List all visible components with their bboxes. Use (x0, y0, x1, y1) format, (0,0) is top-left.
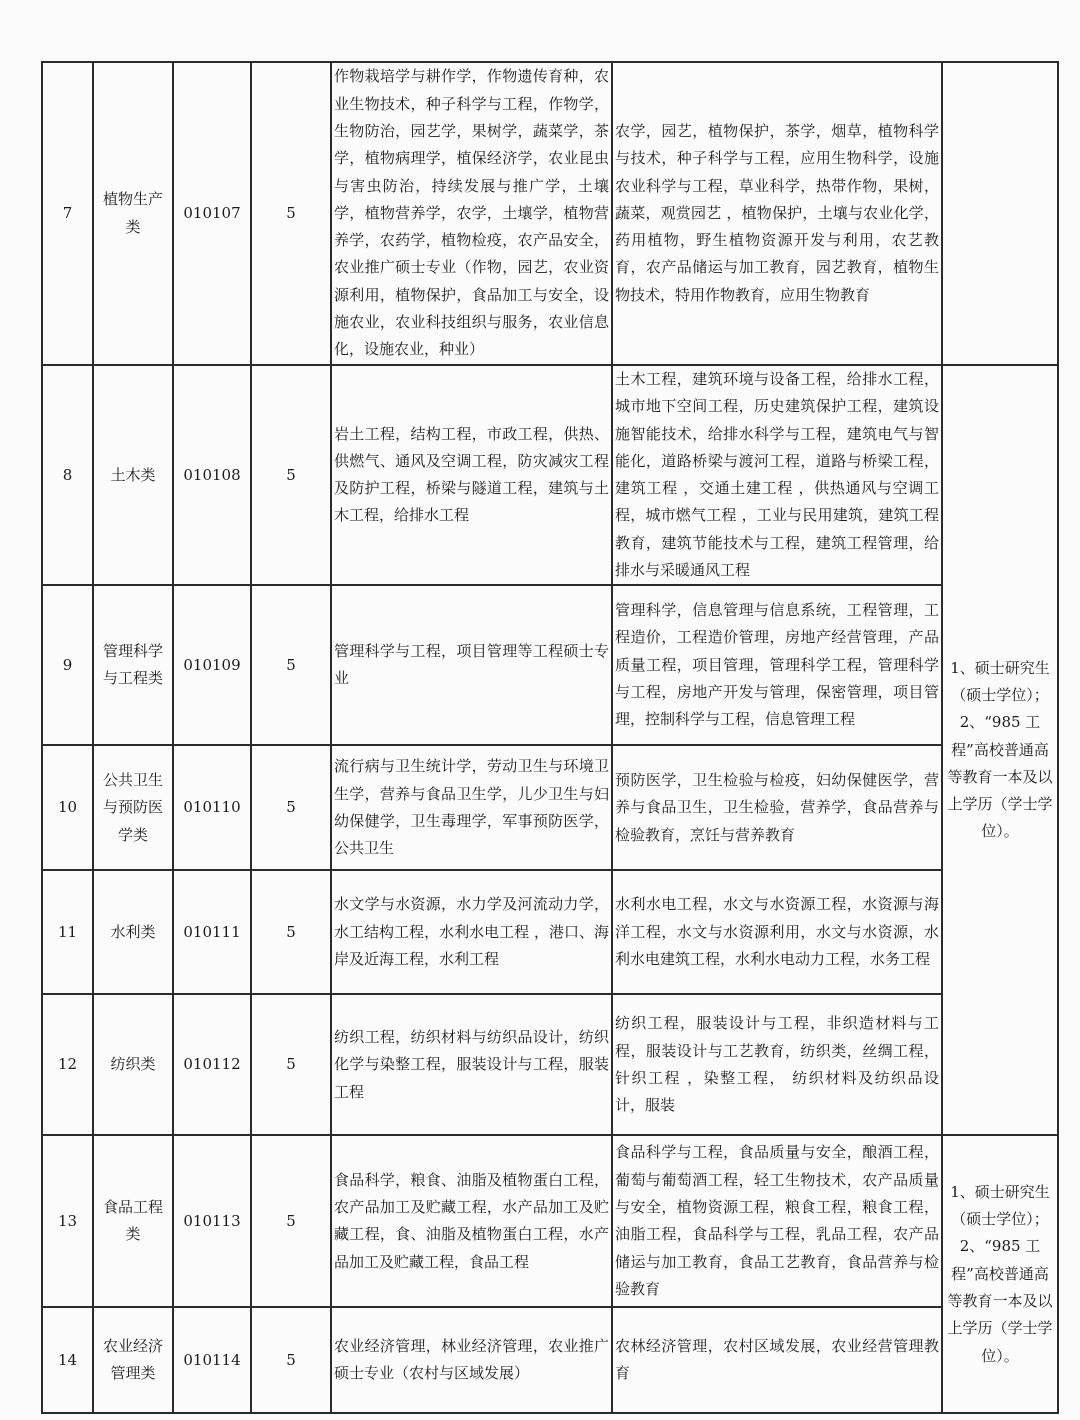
requirement-text: 1、硕士研究生（硕士学位）；2、“985 工程”高校普通高等教育一本及以上学历（学士学位）。 (942, 1135, 1058, 1413)
years-value: 5 (251, 1135, 331, 1307)
table-row (42, 994, 1058, 1135)
row-number: 12 (42, 994, 93, 1135)
years-value: 5 (251, 745, 331, 870)
graduate-majors: 农业经济管理，林业经济管理，农业推广硕士专业（农村与区域发展） (331, 1307, 612, 1413)
category-name: 植物生产类 (93, 62, 173, 365)
table-row (42, 870, 1058, 994)
graduate-majors: 岩土工程，结构工程，市政工程，供热、供燃气、通风及空调工程，防灾减灾工程及防护工程，桥梁与隧道工程，建筑与土木工程，给排水工程 (331, 365, 612, 585)
years-value: 5 (251, 870, 331, 994)
graduate-majors: 管理科学与工程，项目管理等工程硕士专业 (331, 585, 612, 745)
undergraduate-majors: 纺织工程，服装设计与工程，非织造材料与工程，服装设计与工艺教育，纺织类，丝绸工程，针织工程 ，染整工程， 纺织材料及纺织品设计，服装 (612, 994, 942, 1135)
graduate-majors: 作物栽培学与耕作学，作物遗传育种，农业生物技术，种子科学与工程，作物学，生物防治，园艺学，果树学，蔬菜学，茶学，植物病理学，植保经济学，农业昆虫与害虫防治，持续发展与推广学，土壤学，植物营养学，农学，土壤学，植物营养学，农药学，植物检疫，农产品安全，农业推广硕士专业（作物，园艺，农业资源利用，植物保护，食品加工与安全，设施农业，农业科技组织与服务，农业信息化，设施农业，种业） (331, 62, 612, 365)
row-number: 11 (42, 870, 93, 994)
table-row (42, 365, 1058, 585)
category-code: 010114 (173, 1307, 251, 1413)
row-number: 7 (42, 62, 93, 365)
graduate-majors: 流行病与卫生统计学，劳动卫生与环境卫生学，营养与食品卫生学，儿少卫生与妇幼保健学，卫生毒理学，军事预防医学，公共卫生 (331, 745, 612, 870)
row-number: 14 (42, 1307, 93, 1413)
years-value: 5 (251, 62, 331, 365)
undergraduate-majors: 农林经济管理，农村区域发展，农业经营管理教育 (612, 1307, 942, 1413)
years-value: 5 (251, 1307, 331, 1413)
category-name: 纺织类 (93, 994, 173, 1135)
category-name: 管理科学与工程类 (93, 585, 173, 745)
requirement-cell-top (942, 62, 1058, 365)
category-name: 公共卫生与预防医学类 (93, 745, 173, 870)
category-name: 食品工程类 (93, 1135, 173, 1307)
row-number: 10 (42, 745, 93, 870)
category-code: 010111 (173, 870, 251, 994)
table-row (42, 62, 1058, 365)
undergraduate-majors: 土木工程，建筑环境与设备工程，给排水工程，城市地下空间工程，历史建筑保护工程，建筑设施智能技术，给排水科学与工程，建筑电气与智能化，道路桥梁与渡河工程，道路与桥梁工程，建筑工程 ，交通土建工程 ，供热通风与空调工程，城市燃气工程 ，工业与民用建筑，建筑工程教育，建筑节能技术与工程，建筑工程管理，给排水与采暖通风工程 (612, 365, 942, 585)
years-value: 5 (251, 585, 331, 745)
category-code: 010107 (173, 62, 251, 365)
category-name: 水利类 (93, 870, 173, 994)
category-code: 010108 (173, 365, 251, 585)
undergraduate-majors: 管理科学，信息管理与信息系统，工程管理，工程造价，工程造价管理，房地产经营管理，产品质量工程，项目管理，管理科学工程，管理科学与工程，房地产开发与管理，保密管理，项目管理，控制科学与工程，信息管理工程 (612, 585, 942, 745)
row-number: 8 (42, 365, 93, 585)
undergraduate-majors: 预防医学，卫生检验与检疫，妇幼保健医学，营养与食品卫生，卫生检验，营养学，食品营养与检验教育，烹饪与营养教育 (612, 745, 942, 870)
row-number: 9 (42, 585, 93, 745)
years-value: 5 (251, 365, 331, 585)
requirement-text: 1、硕士研究生（硕士学位）；2、“985 工程”高校普通高等教育一本及以上学历（学士学位）。 (942, 365, 1058, 1135)
undergraduate-majors: 水利水电工程，水文与水资源工程，水资源与海洋工程，水文与水资源利用，水文与水资源，水利水电建筑工程，水利水电动力工程，水务工程 (612, 870, 942, 994)
table-row (42, 585, 1058, 745)
category-code: 010109 (173, 585, 251, 745)
category-code: 010113 (173, 1135, 251, 1307)
table-row (42, 1307, 1058, 1413)
graduate-majors: 食品科学，粮食、油脂及植物蛋白工程，农产品加工及贮藏工程，水产品加工及贮藏工程，食、油脂及植物蛋白工程，水产品加工及贮藏工程，食品工程 (331, 1135, 612, 1307)
category-name: 农业经济管理类 (93, 1307, 173, 1413)
undergraduate-majors: 农学，园艺，植物保护，茶学，烟草，植物科学与技术，种子科学与工程，应用生物科学，设施农业科学与工程，草业科学，热带作物，果树，蔬菜，观赏园艺 ，植物保护，土壤与农业化学，药用植物，野生植物资源开发与利用，农艺教育，农产品储运与加工教育，园艺教育，植物生物技术，特用作物教育，应用生物教育 (612, 62, 942, 365)
major-table (41, 61, 1059, 1414)
graduate-majors: 纺织工程，纺织材料与纺织品设计，纺织化学与染整工程，服装设计与工程，服装工程 (331, 994, 612, 1135)
category-code: 010112 (173, 994, 251, 1135)
category-name: 土木类 (93, 365, 173, 585)
row-number: 13 (42, 1135, 93, 1307)
table-row (42, 1135, 1058, 1307)
category-code: 010110 (173, 745, 251, 870)
table-row (42, 745, 1058, 870)
graduate-majors: 水文学与水资源，水力学及河流动力学，水工结构工程，水利水电工程 ，港口、海岸及近海工程，水利工程 (331, 870, 612, 994)
undergraduate-majors: 食品科学与工程，食品质量与安全，酿酒工程，葡萄与葡萄酒工程，轻工生物技术，农产品质量与安全，植物资源工程，粮食工程，粮食工程，油脂工程，食品科学与工程，乳品工程，农产品储运与加工教育，食品工艺教育，食品营养与检验教育 (612, 1135, 942, 1307)
years-value: 5 (251, 994, 331, 1135)
